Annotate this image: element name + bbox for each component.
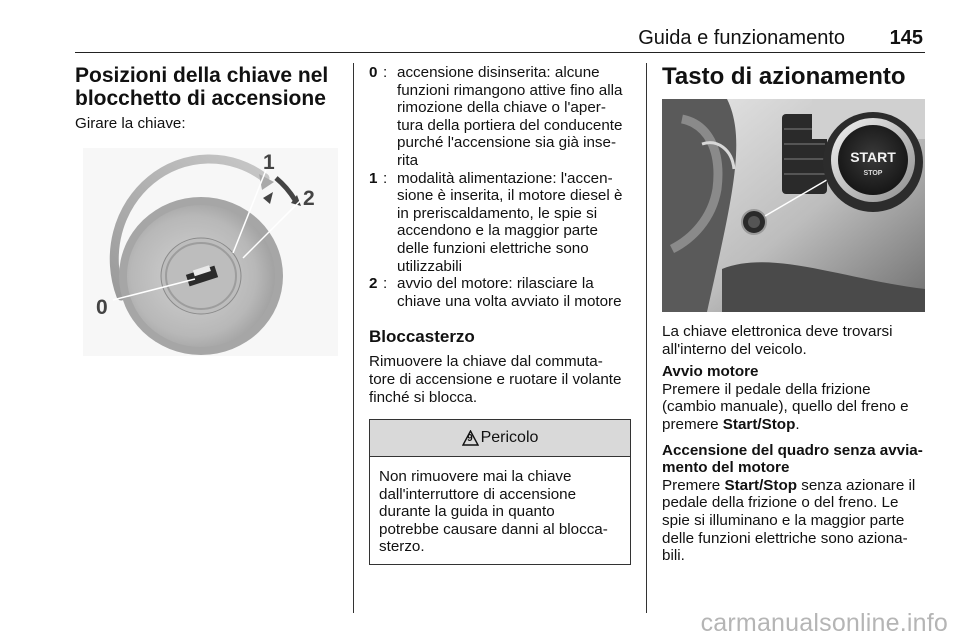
- watermark: carmanualsonline.info: [700, 609, 948, 637]
- section-heading-key-positions: Posizioni della chiave nel blocchetto di accensione: [75, 64, 329, 110]
- position-sep-1: :: [383, 169, 388, 187]
- subheading-accensione-quadro: Accensione del quadro senza avvia- mento del motore: [662, 441, 923, 477]
- start-label: START: [850, 149, 896, 165]
- warning-text: Non rimuovere mai la chiave dall'interruttore di accensione durante la guida in quanto potrebbe causare danni al blocca- sterzo.: [379, 468, 608, 556]
- subheading-avvio-motore: Avvio motore: [662, 363, 759, 381]
- position-desc-2: avvio del motore: rilasciare la chiave una volta avviato il motore: [397, 275, 622, 310]
- page-header: [75, 26, 925, 53]
- position-definition-list: [369, 64, 633, 310]
- electronic-key-note: La chiave elettronica deve trovarsi all'interno del veicolo.: [662, 323, 893, 358]
- start-stop-term: Start/Stop: [722, 415, 796, 433]
- ignition-switch-illustration: [83, 148, 338, 356]
- small-start-button-center: [748, 216, 760, 228]
- position-desc-0: accensione disinserita: alcune funzioni rimangono attive fino alla rimozione della chiave o l'aper- tura della portiera del conducente purché l'accensione sia già inse- rita: [397, 64, 623, 169]
- section-heading-bloccasterzo: Bloccasterzo: [369, 327, 475, 347]
- position-key-2: 2: [369, 275, 378, 293]
- avvio-motore-text: Premere il pedale della frizione (cambio manuale), quello del freno e premere Start/Stop.: [662, 380, 909, 433]
- column-positions-and-steering-lock: [369, 64, 633, 565]
- intro-text: Girare la chiave:: [75, 115, 186, 132]
- position-label-0: 0: [96, 296, 108, 319]
- start-stop-term-2: Start/Stop: [724, 476, 798, 494]
- header-title: Guida e funzionamento: [638, 27, 845, 49]
- column-divider-right: [646, 63, 647, 613]
- position-key-1: 1: [369, 169, 378, 187]
- column-divider-left: [353, 63, 354, 613]
- warning-header: [370, 420, 630, 457]
- position-sep-0: :: [383, 64, 388, 81]
- start-button-text: [662, 323, 926, 565]
- column-start-button: [662, 64, 926, 90]
- accensione-quadro-text: Premere Start/Stop senza azionare il pedale della frizione o del freno. Le spie si illuminano e la maggior parte delle funzioni elettriche sono aziona- bili.: [662, 476, 916, 565]
- warning-title: Pericolo: [480, 429, 539, 447]
- position-sep-2: :: [383, 275, 388, 293]
- position-label-1: 1: [263, 151, 275, 174]
- bloccasterzo-text: Rimuovere la chiave dal commuta- tore di accensione e ruotare il volante finché si blocca.: [369, 353, 622, 406]
- section-heading-start-button: Tasto di azionamento: [662, 63, 906, 90]
- column-ignition-positions: [75, 64, 343, 133]
- warning-box: [369, 419, 631, 565]
- page-number: 145: [889, 27, 923, 49]
- position-desc-1: modalità alimentazione: l'accen- sione è inserita, il motore diesel è in preriscaldamento, le spie si accendono e la maggior parte delle funzioni elettriche sono utilizzabili: [397, 169, 623, 275]
- stop-label: STOP: [863, 170, 883, 177]
- warning-triangle-icon: 9: [462, 430, 479, 446]
- position-key-0: 0: [369, 64, 378, 81]
- start-stop-button-photo: [662, 99, 925, 312]
- position-label-2: 2: [303, 187, 315, 210]
